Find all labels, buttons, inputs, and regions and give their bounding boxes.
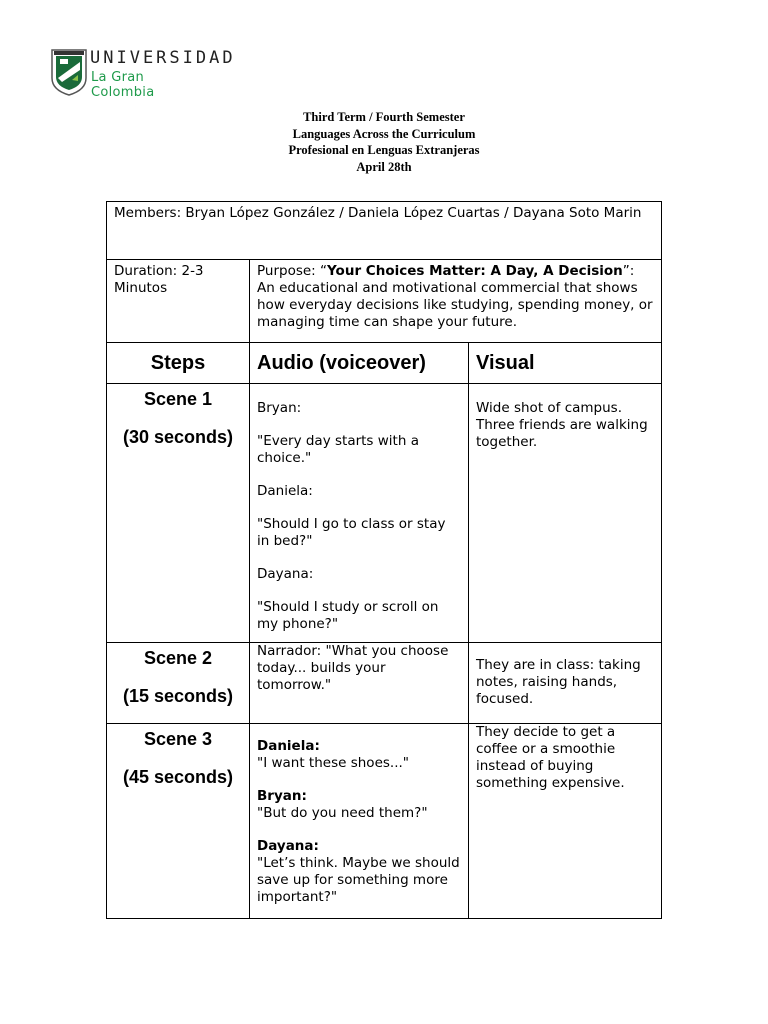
scene-3-speaker-bryan: Bryan: — [257, 788, 307, 804]
scene-3-title: Scene 3 — [143, 729, 213, 749]
scene-1-time: (30 seconds) — [122, 427, 234, 447]
logo-subtitle: La Gran Colombia — [91, 70, 155, 100]
scene-3-time: (45 seconds) — [122, 767, 234, 787]
scene-1-line-daniela: "Should I go to class or stay in bed?" — [257, 516, 446, 549]
purpose-text: An educational and motivational commercial that shows how everyday decisions like studying, spending money, or managing time can shape your future. — [257, 280, 653, 330]
scene-3-line-dayana: "Let’s think. Maybe we should save up for something more important?" — [257, 855, 460, 905]
purpose-label: Purpose: “ — [257, 263, 328, 279]
logo-title: UNIVERSIDAD — [90, 48, 236, 68]
scene-3-visual: They decide to get a coffee or a smoothie instead of buying something expensive. — [469, 724, 662, 919]
info-row — [107, 260, 662, 343]
scene-1-speaker-daniela: Daniela: — [257, 483, 313, 499]
header-program: Profesional en Lenguas Extranjeras — [288, 143, 480, 157]
scene-3-audio — [250, 724, 469, 919]
purpose-title: Your Choices Matter: A Day, A Decision — [327, 263, 623, 279]
scene-2-title: Scene 2 — [143, 648, 213, 668]
university-shield-icon — [50, 48, 88, 96]
members-row — [107, 202, 662, 260]
scene-1-speaker-dayana: Dayana: — [257, 566, 314, 582]
scene-row-3 — [107, 724, 662, 919]
scene-row-1 — [107, 384, 662, 643]
scene-3-steps — [107, 724, 250, 919]
col-audio: Audio (voiceover) — [250, 343, 469, 384]
scene-row-2 — [107, 643, 662, 724]
scene-3-speaker-dayana: Dayana: — [257, 838, 319, 854]
scene-1-line-dayana: "Should I study or scroll on my phone?" — [257, 599, 439, 632]
scene-1-title: Scene 1 — [143, 389, 213, 409]
header-term: Third Term / Fourth Semester — [303, 110, 465, 124]
scene-1-visual: Wide shot of campus. Three friends are walking together. — [469, 384, 662, 643]
col-steps: Steps — [107, 343, 250, 384]
scene-2-audio: Narrador: "What you choose today... builds your tomorrow." — [250, 643, 469, 724]
scene-1-steps — [107, 384, 250, 643]
document-header — [0, 109, 768, 175]
purpose-close: ”: — [622, 263, 635, 279]
scene-1-line-bryan: "Every day starts with a choice." — [257, 433, 419, 466]
university-logo — [50, 46, 236, 100]
col-visual: Visual — [469, 343, 662, 384]
scene-2-steps — [107, 643, 250, 724]
scene-2-time: (15 seconds) — [122, 686, 234, 706]
column-header-row — [107, 343, 662, 384]
duration-cell: Duration: 2-3 Minutos — [107, 260, 250, 343]
header-date: April 28th — [356, 159, 412, 174]
scene-1-audio — [250, 384, 469, 643]
scene-2-visual: They are in class: taking notes, raising hands, focused. — [469, 643, 662, 724]
scene-1-speaker-bryan: Bryan: — [257, 400, 302, 416]
header-course: Languages Across the Curriculum — [292, 126, 476, 141]
scene-3-line-bryan: "But do you need them?" — [257, 805, 428, 821]
members-cell: Members: Bryan López González / Daniela López Cuartas / Dayana Soto Marin — [107, 202, 662, 260]
script-table — [106, 201, 662, 919]
scene-3-speaker-daniela: Daniela: — [257, 738, 320, 754]
scene-3-line-daniela: "I want these shoes..." — [257, 755, 409, 771]
purpose-cell — [250, 260, 662, 343]
